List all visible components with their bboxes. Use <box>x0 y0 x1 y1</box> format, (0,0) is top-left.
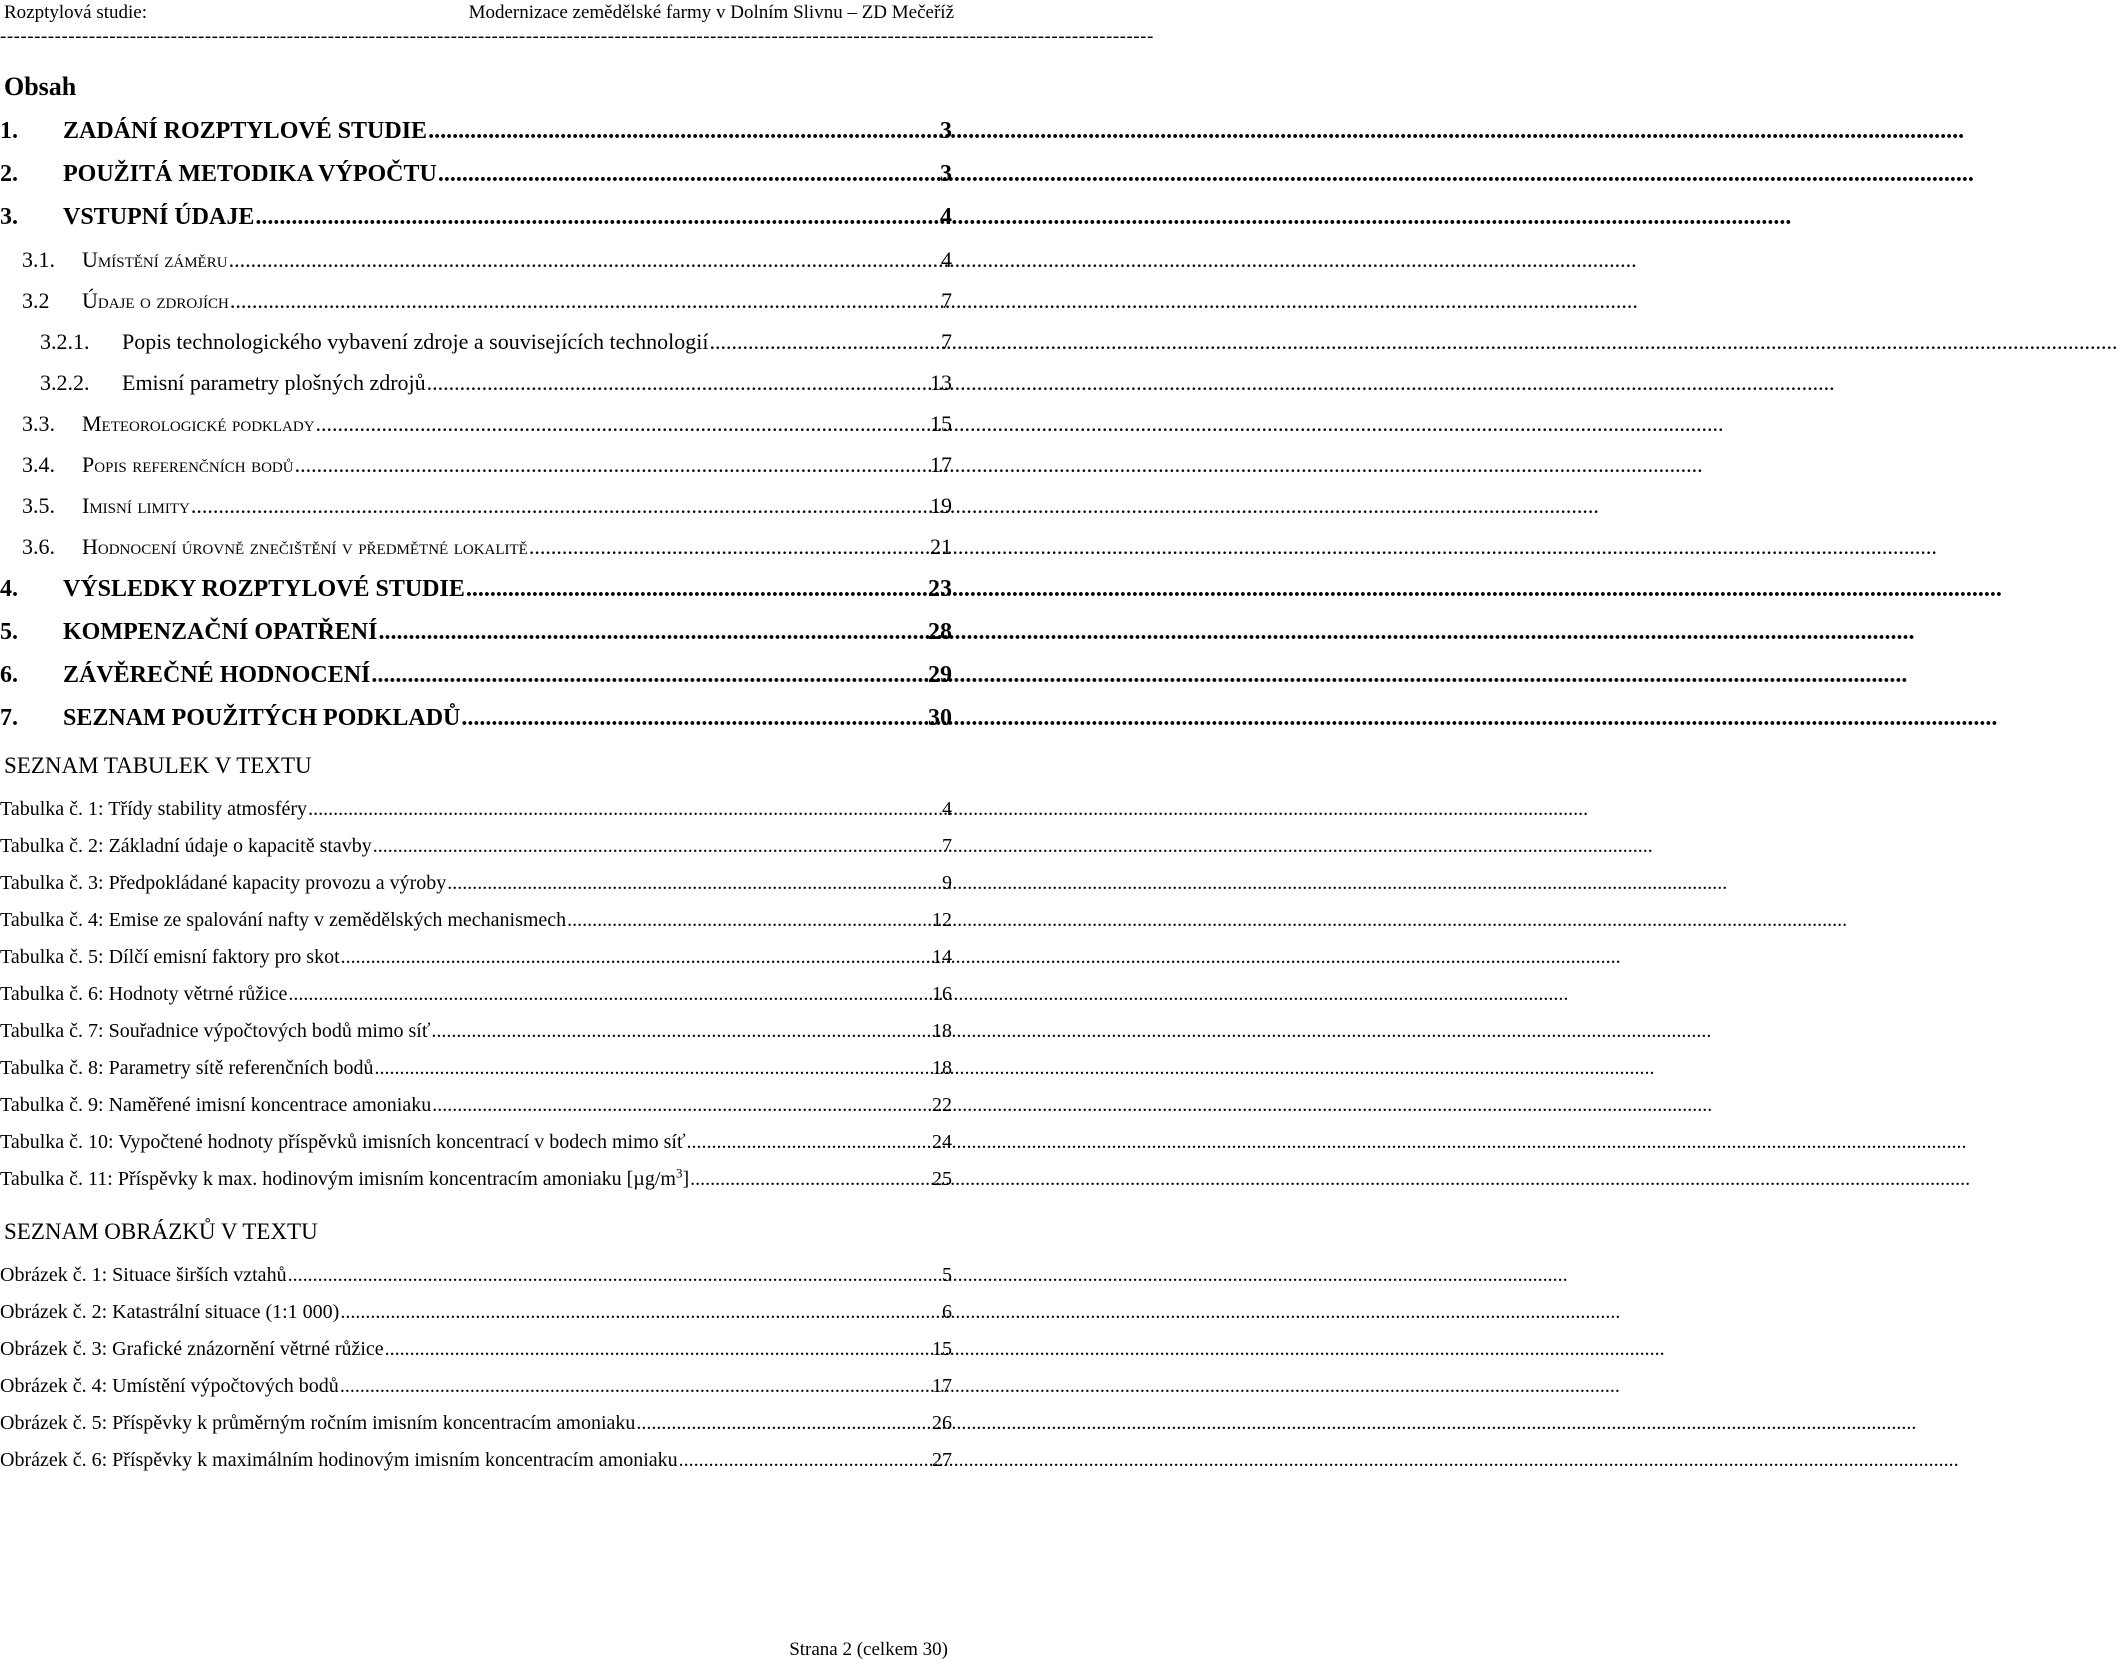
table-list-item[interactable] <box>0 973 952 1007</box>
toc-entry-title: SEZNAM POUŽITÝCH PODKLADŮ <box>63 705 461 731</box>
figure-list-item[interactable] <box>0 1365 952 1399</box>
header-rule: ------------------------------------------------------------------------------------------------------------------------------------------------------------------------- <box>0 26 1154 47</box>
figure-list-page: 27 <box>932 1449 952 1471</box>
table-list-page: 18 <box>932 1020 952 1042</box>
toc-entry-title: Hodnocení úrovně znečištění v předmětné lokalitě <box>82 534 528 559</box>
header-right: Modernizace zemědělské farmy v Dolním Slivnu – ZD Mečeříž <box>468 2 954 23</box>
dot-leader <box>679 1447 930 1473</box>
figure-list-label: Obrázek č. 2: Katastrální situace (1:1 000) <box>0 1301 340 1323</box>
table-list-label: Tabulka č. 4: Emise ze spalování nafty v zemědělských mechanismech <box>0 909 567 931</box>
dot-leader <box>371 660 926 690</box>
toc-entry-page: 4 <box>940 204 952 230</box>
toc-entry-page: 13 <box>930 370 952 395</box>
table-list-item[interactable] <box>0 899 952 933</box>
tables-heading: SEZNAM TABULEK V TEXTU <box>4 753 312 778</box>
toc-entry-page: 7 <box>941 329 952 354</box>
dot-leader <box>255 202 938 232</box>
toc-heading: Obsah <box>4 72 77 101</box>
figure-list-item[interactable] <box>0 1439 952 1473</box>
toc-entry-page: 3 <box>940 161 952 187</box>
dot-leader <box>529 533 928 561</box>
table-list-page: 24 <box>932 1131 952 1153</box>
table-list-label-text: Tabulka č. 11: Příspěvky k max. hodinovým imisním koncentracím amoniaku [µg/m <box>0 1168 676 1190</box>
dot-leader <box>427 369 928 397</box>
dot-leader <box>461 703 926 733</box>
toc-entry-number: 7. <box>0 705 18 731</box>
superscript: 3 <box>675 1165 683 1181</box>
table-list-label-tail: ] <box>682 1168 690 1190</box>
figure-list-label: Obrázek č. 5: Příspěvky k průměrným ročním imisním koncentracím amoniaku <box>0 1412 636 1434</box>
dot-leader <box>340 1299 940 1325</box>
dot-leader <box>374 1055 930 1081</box>
table-list-page: 25 <box>932 1168 952 1190</box>
table-list-page: 4 <box>942 798 952 820</box>
table-list-label: Tabulka č. 6: Hodnoty větrné růžice <box>0 983 288 1005</box>
toc-entry[interactable] <box>0 240 952 274</box>
figure-list-item[interactable] <box>0 1254 952 1288</box>
table-list-page: 22 <box>932 1094 952 1116</box>
toc-entry-number: 3.6. <box>22 534 55 559</box>
toc-entry-title: ZADÁNÍ ROZPTYLOVÉ STUDIE <box>63 118 428 144</box>
figure-list-page: 17 <box>932 1375 952 1397</box>
toc-entry-number: 3. <box>0 204 18 230</box>
dot-leader <box>230 287 939 315</box>
table-list-item[interactable] <box>0 788 952 822</box>
toc-entry-page: 4 <box>941 247 952 272</box>
dot-leader <box>288 981 930 1007</box>
table-list-item[interactable] <box>0 825 952 859</box>
toc-entry-number: 6. <box>0 662 18 688</box>
toc-entry-number: 3.5. <box>22 493 55 518</box>
toc-entry[interactable] <box>0 486 952 520</box>
toc-entry-title: ZÁVĚREČNÉ HODNOCENÍ <box>63 662 371 688</box>
table-list-page: 18 <box>932 1057 952 1079</box>
figure-list-label: Obrázek č. 6: Příspěvky k maximálním hodinovým imisním koncentracím amoniaku <box>0 1449 678 1471</box>
toc-entry[interactable] <box>0 363 952 397</box>
table-list-label: Tabulka č. 1: Třídy stability atmosféry <box>0 798 308 820</box>
dot-leader <box>191 492 928 520</box>
dot-leader <box>341 944 930 970</box>
toc-entry-title: Údaje o zdrojích <box>82 288 229 313</box>
toc-entry-title: Emisní parametry plošných zdrojů <box>122 370 426 395</box>
dot-leader <box>431 1018 930 1044</box>
dot-leader <box>308 796 940 822</box>
table-list-label: Tabulka č. 10: Vypočtené hodnoty příspěvků imisních koncentrací v bodech mimo síť <box>0 1131 686 1153</box>
toc-entry-number: 5. <box>0 619 18 645</box>
figures-heading: SEZNAM OBRÁZKŮ V TEXTU <box>4 1219 318 1244</box>
figure-list-page: 26 <box>932 1412 952 1434</box>
toc-entry-title: KOMPENZAČNÍ OPATŘENÍ <box>63 619 378 645</box>
table-list-page: 9 <box>942 872 952 894</box>
dot-leader <box>288 1262 940 1288</box>
dot-leader <box>636 1410 930 1436</box>
toc-entry-number: 3.3. <box>22 411 55 436</box>
toc-entry[interactable] <box>0 112 952 146</box>
toc-entry-number: 3.4. <box>22 452 55 477</box>
dot-leader <box>385 1336 930 1362</box>
dot-leader <box>378 617 926 647</box>
toc-entry-title: VSTUPNÍ ÚDAJE <box>63 204 255 230</box>
toc-entry-title: Imisní limity <box>82 493 190 518</box>
table-list-page: 7 <box>942 835 952 857</box>
toc-entry[interactable] <box>0 322 952 356</box>
table-list-label: Tabulka č. 9: Naměřené imisní koncentrace amoniaku <box>0 1094 432 1116</box>
dot-leader <box>690 1166 930 1192</box>
toc-entry-title: Meteorologické podklady <box>82 411 315 436</box>
toc-entry-number: 3.1. <box>22 247 55 272</box>
dot-leader <box>340 1373 930 1399</box>
toc-entry-page: 7 <box>941 288 952 313</box>
table-list-label: Tabulka č. 3: Předpokládané kapacity provozu a výroby <box>0 872 447 894</box>
dot-leader <box>466 574 926 604</box>
page-footer: Strana 2 (celkem 30) <box>789 1639 948 1660</box>
toc-entry-page: 29 <box>928 662 952 688</box>
header-left: Rozptylová studie: <box>4 2 148 23</box>
toc-entry-page: 30 <box>928 705 952 731</box>
figure-list-label: Obrázek č. 3: Grafické znázornění větrné růžice <box>0 1338 384 1360</box>
toc-entry-number: 2. <box>0 161 18 187</box>
dot-leader <box>373 833 940 859</box>
toc-entry[interactable] <box>0 570 952 604</box>
dot-leader <box>428 116 938 146</box>
toc-entry-page: 23 <box>928 576 952 602</box>
dot-leader <box>687 1129 930 1155</box>
dot-leader <box>432 1092 930 1118</box>
table-list-label: Tabulka č. 7: Souřadnice výpočtových bodů mimo síť <box>0 1020 431 1042</box>
toc-entry[interactable] <box>0 155 952 189</box>
dot-leader <box>295 451 928 479</box>
running-header <box>4 2 954 24</box>
table-list-page: 16 <box>932 983 952 1005</box>
toc-entry-number: 3.2.2. <box>40 370 90 395</box>
table-list-label <box>0 1166 689 1192</box>
table-list-label: Tabulka č. 5: Dílčí emisní faktory pro skot <box>0 946 340 968</box>
toc-entry[interactable] <box>0 613 952 647</box>
table-list-label: Tabulka č. 8: Parametry sítě referenčních bodů <box>0 1057 374 1079</box>
toc-entry-number: 4. <box>0 576 18 602</box>
figure-list-page: 15 <box>932 1338 952 1360</box>
dot-leader <box>567 907 930 933</box>
table-list-item[interactable] <box>0 1121 952 1155</box>
dot-leader <box>710 328 939 356</box>
toc-entry-page: 15 <box>930 411 952 436</box>
table-list-item[interactable] <box>0 1158 952 1192</box>
toc-entry-number: 1. <box>0 118 18 144</box>
table-list-item[interactable] <box>0 862 952 896</box>
table-list-item[interactable] <box>0 1084 952 1118</box>
figure-list-item[interactable] <box>0 1291 952 1325</box>
figure-list-page: 6 <box>942 1301 952 1323</box>
table-list-item[interactable] <box>0 1047 952 1081</box>
toc-entry-title: Umístění záměru <box>82 247 228 272</box>
dot-leader <box>229 246 939 274</box>
table-list-item[interactable] <box>0 1010 952 1044</box>
toc-entry-page: 28 <box>928 619 952 645</box>
figure-list-label: Obrázek č. 1: Situace širších vztahů <box>0 1264 287 1286</box>
toc-entry-number: 3.2.1. <box>40 329 90 354</box>
toc-entry-page: 21 <box>930 534 952 559</box>
toc-entry-title: VÝSLEDKY ROZPTYLOVÉ STUDIE <box>63 576 465 602</box>
toc-entry[interactable] <box>0 699 952 733</box>
toc-entry[interactable] <box>0 281 952 315</box>
figure-list-page: 5 <box>942 1264 952 1286</box>
toc-entry[interactable] <box>0 198 952 232</box>
toc-entry-title: POUŽITÁ METODIKA VÝPOČTU <box>63 161 437 187</box>
toc-entry-title: Popis referenčních bodů <box>82 452 294 477</box>
table-list-page: 14 <box>932 946 952 968</box>
dot-leader <box>438 159 938 189</box>
dot-leader <box>316 410 928 438</box>
toc-entry-page: 3 <box>940 118 952 144</box>
toc-entry[interactable] <box>0 656 952 690</box>
toc-entry[interactable] <box>0 404 952 438</box>
table-list-page: 12 <box>932 909 952 931</box>
dot-leader <box>447 870 940 896</box>
figure-list-item[interactable] <box>0 1402 952 1436</box>
figure-list-item[interactable] <box>0 1328 952 1362</box>
toc-entry-page: 19 <box>930 493 952 518</box>
toc-entry[interactable] <box>0 445 952 479</box>
toc-entry-page: 17 <box>930 452 952 477</box>
figure-list-label: Obrázek č. 4: Umístění výpočtových bodů <box>0 1375 339 1397</box>
toc-entry-title: Popis technologického vybavení zdroje a souvisejících technologií <box>122 329 709 354</box>
table-list-label: Tabulka č. 2: Základní údaje o kapacitě stavby <box>0 835 372 857</box>
table-list-item[interactable] <box>0 936 952 970</box>
toc-entry-number: 3.2 <box>22 288 50 313</box>
toc-entry[interactable] <box>0 527 952 561</box>
